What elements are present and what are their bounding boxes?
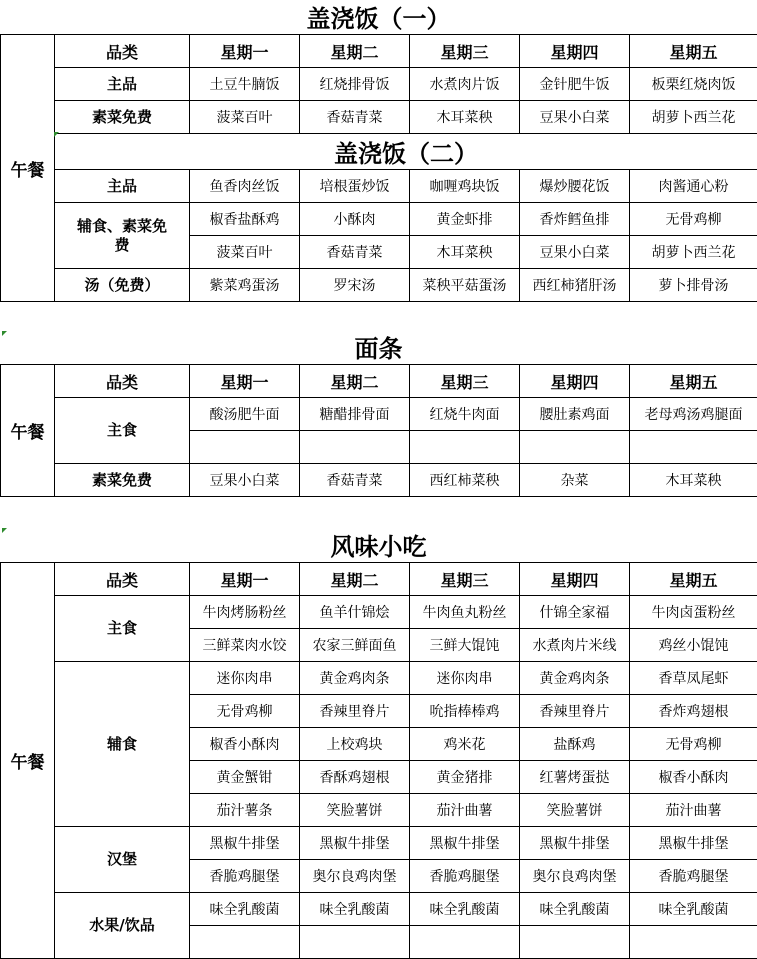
category-label: 汤（免费） [55, 269, 190, 302]
menu-cell: 小酥肉 [300, 203, 410, 236]
menu-cell: 香菇青菜 [300, 101, 410, 134]
menu-cell: 紫菜鸡蛋汤 [190, 269, 300, 302]
menu-cell: 笑脸薯饼 [520, 794, 630, 827]
category-label: 主品 [55, 170, 190, 203]
menu-cell: 什锦全家福 [520, 596, 630, 629]
menu-cell: 牛肉鱼丸粉丝 [410, 596, 520, 629]
meal-label: 午餐 [1, 563, 55, 959]
menu-cell: 香菇青菜 [300, 464, 410, 497]
menu-cell: 椒香小酥肉 [190, 728, 300, 761]
menu-cell [190, 431, 300, 464]
menu-cell: 香辣里脊片 [520, 695, 630, 728]
category-label: 主品 [55, 68, 190, 101]
menu-cell: 无骨鸡柳 [630, 728, 757, 761]
category-label: 主食 [55, 596, 190, 662]
menu-cell: 黑椒牛排堡 [190, 827, 300, 860]
day-header: 星期四 [520, 365, 630, 398]
menu-cell: 水煮肉片米线 [520, 629, 630, 662]
cell-marker-icon [54, 132, 59, 137]
menu-cell: 香炸鳕鱼排 [520, 203, 630, 236]
menu-cell: 味全乳酸菌 [520, 893, 630, 926]
menu-cell: 萝卜排骨汤 [630, 269, 757, 302]
menu-cell: 吮指棒棒鸡 [410, 695, 520, 728]
menu-cell [630, 926, 757, 959]
day-header: 星期二 [300, 35, 410, 68]
menu-cell: 鱼羊什锦烩 [300, 596, 410, 629]
menu-cell: 板栗红烧肉饭 [630, 68, 757, 101]
menu-cell [190, 926, 300, 959]
menu-cell: 上校鸡块 [300, 728, 410, 761]
menu-cell: 菠菜百叶 [190, 101, 300, 134]
menu-cell: 菜秧平菇蛋汤 [410, 269, 520, 302]
menu-cell: 牛肉卤蛋粉丝 [630, 596, 757, 629]
meal-label: 午餐 [1, 35, 55, 302]
menu-cell: 肉酱通心粉 [630, 170, 757, 203]
menu-cell: 木耳菜秧 [630, 464, 757, 497]
menu-cell: 西红柿猪肝汤 [520, 269, 630, 302]
menu-cell: 黑椒牛排堡 [300, 827, 410, 860]
day-header: 星期五 [630, 365, 757, 398]
menu-cell: 豆果小白菜 [190, 464, 300, 497]
menu-cell: 味全乳酸菌 [630, 893, 757, 926]
noodles-title: 面条 [0, 334, 757, 364]
menu-cell: 香菇青菜 [300, 236, 410, 269]
menu-cell: 豆果小白菜 [520, 236, 630, 269]
category-label: 汉堡 [55, 827, 190, 893]
menu-cell: 黄金虾排 [410, 203, 520, 236]
menu-cell: 农家三鲜面鱼 [300, 629, 410, 662]
day-header: 星期一 [190, 35, 300, 68]
menu-cell [520, 926, 630, 959]
menu-cell: 土豆牛腩饭 [190, 68, 300, 101]
day-header: 星期二 [300, 563, 410, 596]
menu-cell: 罗宋汤 [300, 269, 410, 302]
menu-cell: 老母鸡汤鸡腿面 [630, 398, 757, 431]
menu-cell: 黄金鸡肉条 [520, 662, 630, 695]
menu-cell: 红烧牛肉面 [410, 398, 520, 431]
category-header: 品类 [55, 563, 190, 596]
menu-cell: 香脆鸡腿堡 [630, 860, 757, 893]
day-header: 星期二 [300, 365, 410, 398]
menu-cell: 咖喱鸡块饭 [410, 170, 520, 203]
snacks-table [0, 562, 757, 959]
gaijiao-table [0, 34, 757, 302]
category-label: 辅食 [55, 662, 190, 827]
meal-label: 午餐 [1, 365, 55, 497]
menu-cell: 黑椒牛排堡 [410, 827, 520, 860]
menu-cell: 椒香小酥肉 [630, 761, 757, 794]
menu-cell: 黄金猪排 [410, 761, 520, 794]
menu-cell [410, 926, 520, 959]
category-label: 辅食、素菜免费 [55, 203, 190, 269]
menu-cell: 迷你肉串 [410, 662, 520, 695]
menu-cell: 糖醋排骨面 [300, 398, 410, 431]
menu-cell: 豆果小白菜 [520, 101, 630, 134]
menu-cell: 茄汁薯条 [190, 794, 300, 827]
category-label: 主食 [55, 398, 190, 464]
menu-cell: 黑椒牛排堡 [630, 827, 757, 860]
menu-cell: 鸡丝小馄饨 [630, 629, 757, 662]
gaijiao-title-2: 盖浇饭（二） [55, 134, 757, 170]
menu-cell: 味全乳酸菌 [190, 893, 300, 926]
menu-cell: 鸡米花 [410, 728, 520, 761]
menu-cell: 牛肉烤肠粉丝 [190, 596, 300, 629]
menu-cell: 酸汤肥牛面 [190, 398, 300, 431]
menu-cell: 西红柿菜秧 [410, 464, 520, 497]
menu-cell: 黄金鸡肉条 [300, 662, 410, 695]
menu-cell: 茄汁曲薯 [410, 794, 520, 827]
menu-cell [410, 431, 520, 464]
menu-cell: 培根蛋炒饭 [300, 170, 410, 203]
menu-cell [630, 431, 757, 464]
day-header: 星期四 [520, 563, 630, 596]
menu-cell: 黄金蟹钳 [190, 761, 300, 794]
menu-cell: 迷你肉串 [190, 662, 300, 695]
category-label: 水果/饮品 [55, 893, 190, 959]
noodles-table [0, 364, 757, 497]
category-header: 品类 [55, 365, 190, 398]
menu-cell: 鱼香肉丝饭 [190, 170, 300, 203]
category-label: 素菜免费 [55, 464, 190, 497]
menu-cell: 笑脸薯饼 [300, 794, 410, 827]
snacks-title: 风味小吃 [0, 532, 757, 562]
menu-cell: 香酥鸡翅根 [300, 761, 410, 794]
day-header: 星期三 [410, 563, 520, 596]
category-header: 品类 [55, 35, 190, 68]
day-header: 星期一 [190, 365, 300, 398]
menu-cell: 椒香盐酥鸡 [190, 203, 300, 236]
menu-cell: 三鲜菜肉水饺 [190, 629, 300, 662]
menu-cell: 杂菜 [520, 464, 630, 497]
menu-cell: 香炸鸡翅根 [630, 695, 757, 728]
menu-cell: 无骨鸡柳 [630, 203, 757, 236]
menu-cell: 三鲜大馄饨 [410, 629, 520, 662]
menu-cell: 木耳菜秧 [410, 236, 520, 269]
menu-cell: 香辣里脊片 [300, 695, 410, 728]
menu-cell: 味全乳酸菌 [410, 893, 520, 926]
menu-cell [300, 431, 410, 464]
day-header: 星期一 [190, 563, 300, 596]
menu-cell: 奥尔良鸡肉堡 [300, 860, 410, 893]
menu-cell: 胡萝卜西兰花 [630, 236, 757, 269]
day-header: 星期四 [520, 35, 630, 68]
menu-cell: 味全乳酸菌 [300, 893, 410, 926]
menu-cell: 胡萝卜西兰花 [630, 101, 757, 134]
menu-cell [520, 431, 630, 464]
day-header: 星期三 [410, 35, 520, 68]
day-header: 星期五 [630, 35, 757, 68]
menu-cell: 奥尔良鸡肉堡 [520, 860, 630, 893]
menu-cell: 盐酥鸡 [520, 728, 630, 761]
menu-cell: 无骨鸡柳 [190, 695, 300, 728]
menu-cell: 香脆鸡腿堡 [190, 860, 300, 893]
menu-cell: 水煮肉片饭 [410, 68, 520, 101]
menu-cell: 茄汁曲薯 [630, 794, 757, 827]
gaijiao-title-1: 盖浇饭（一） [0, 4, 757, 34]
menu-cell: 菠菜百叶 [190, 236, 300, 269]
menu-cell: 香脆鸡腿堡 [410, 860, 520, 893]
menu-cell: 香草凤尾虾 [630, 662, 757, 695]
menu-cell: 金针肥牛饭 [520, 68, 630, 101]
menu-cell: 红薯烤蛋挞 [520, 761, 630, 794]
menu-cell [300, 926, 410, 959]
day-header: 星期五 [630, 563, 757, 596]
day-header: 星期三 [410, 365, 520, 398]
menu-cell: 黑椒牛排堡 [520, 827, 630, 860]
menu-cell: 木耳菜秧 [410, 101, 520, 134]
category-label: 素菜免费 [55, 101, 190, 134]
menu-cell: 红烧排骨饭 [300, 68, 410, 101]
menu-cell: 爆炒腰花饭 [520, 170, 630, 203]
menu-cell: 腰肚素鸡面 [520, 398, 630, 431]
